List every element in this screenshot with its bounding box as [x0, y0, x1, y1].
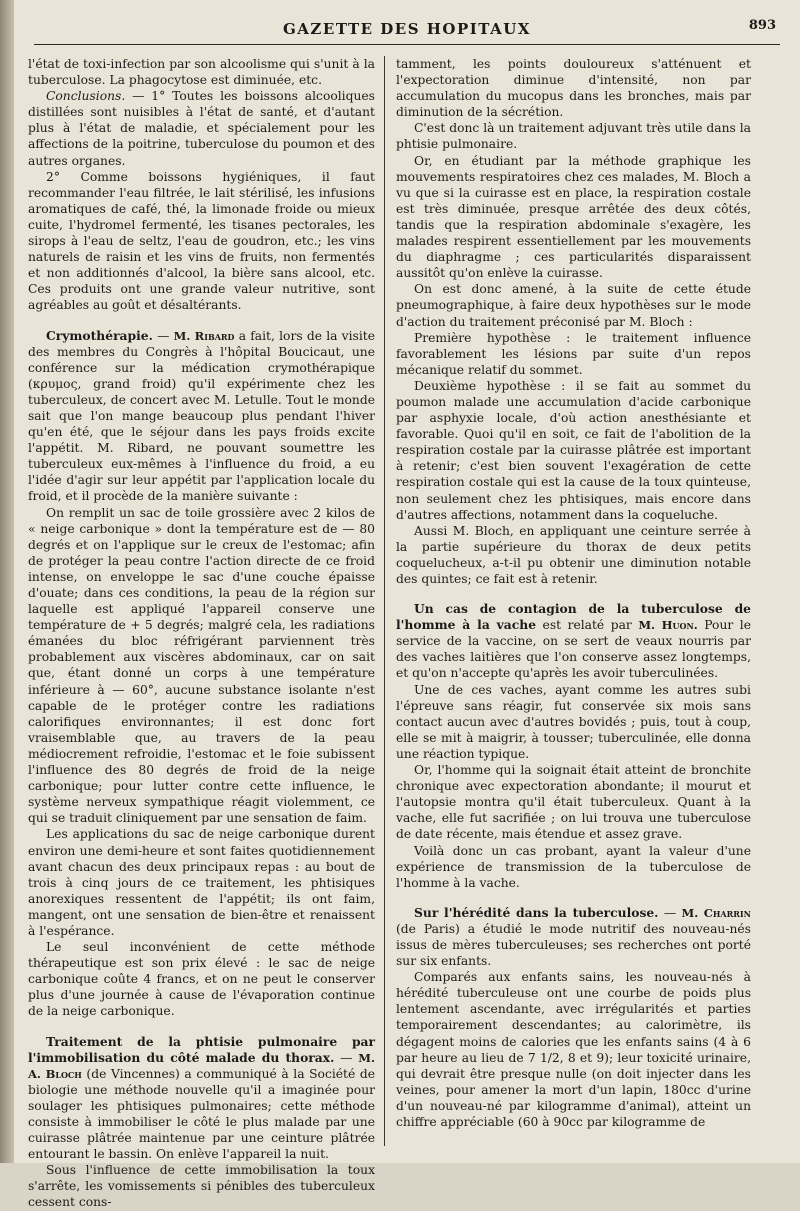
section-contagion: Un cas de contagion de la tuberculose de l'homme à la vache est relaté par M. Huon. Pour le service de la vaccine, on se sert de veaux nourris par des vaches laitières que l'on conserve assez longtemps, et qu'on n'accepte qu'après les avoir tuberculinées. [396, 601, 751, 681]
paragraph: C'est donc là un traitement adjuvant très utile dans la phtisie pulmonaire. [396, 121, 751, 152]
section-heredite: Sur l'hérédité dans la tuberculose. — M. Charrin (de Paris) a étudié le mode nutritif des nouveau-nés issus de mères tuberculeuses; ses recherches ont porté sur six enfants. [396, 904, 751, 969]
section-heading: Un cas de contagion de la tuberculose de l'homme à la vache [396, 601, 751, 633]
section-heading: Traitement de la phtisie pulmonaire par l'immobilisation du côté malade du thorax. [28, 1033, 375, 1065]
paragraph: Or, l'homme qui la soignait était atteint de bronchite chronique avec expectoration abondante; il mourut et l'autopsie montra qu'il était tuberculeux. Quant à la vache, elle fut sacrifiée ; on lui trouva une tuberculose de date récente, mais étendue et assez grave. [396, 763, 751, 842]
paragraph: On remplit un sac de toile grossière avec 2 kilos de « neige carbonique » dont la température est de — 80 degrés et on l'applique sur le creux de l'estomac; afin de protéger la peau contre l'action directe de ce froid intense, on enveloppe le sac d'une couche épaisse d'ouate; dans ces conditions, la peau de la région sur laquelle est appliqué l'appareil conserve une température de + 5 degrés; malgré cela, les radiations émanées du bloc réfrigérant parviennent très probablement aux viscères abdominaux, car on sait que, étant donné un corps à une température inférieure à — 60°, aucune substance isolante n'est capable de le protéger contre les radiations calorifiques environnantes; il est donc fort vraisemblable que, au travers de la peau médiocrement refroidie, l'estomac et le foie subissent l'influence des 80 degrés de froid de la neige carbonique; pour lutter contre cette influence, le système nerveux sympathique réagit violemment, ce qui se traduit cliniquement par une sensation de faim. [28, 505, 375, 826]
paragraph: l'état de toxi-infection par son alcoolisme qui s'unit à la tuberculose. La phagocytose est diminuée, etc. [28, 57, 375, 88]
page-header [34, 18, 780, 45]
page-gutter [0, 0, 14, 1163]
paragraph: Le seul inconvénient de cette méthode thérapeutique est son prix élevé : le sac de neige carbonique coûte 4 francs, et on ne peut le conserver plus d'une journée à cause de l'évaporation continue de la neige carbonique. [28, 940, 375, 1019]
author-name: M. Huon. [638, 618, 698, 633]
paragraph: On est donc amené, à la suite de cette étude pneumographique, à faire deux hypothèses sur le mode d'action du traitement préconisé par M. Bloch : [396, 282, 751, 329]
paragraph: Les applications du sac de neige carbonique durent environ une demi-heure et sont faites quotidiennement avant chacun des deux principaux repas : au bout de trois à cinq jours de ce traitement, les phtisiques anorexiques ressentent de l'appétit; ils ont faim, mangent, ont une sensation de bien-être et renaissent à l'espérance. [28, 827, 375, 938]
paragraph: Deuxième hypothèse : il se fait au sommet du poumon malade une accumulation d'acide carbonique par asphyxie locale, d'où action anesthésiante et favorable. Quoi qu'il en soit, ce fait de l'abolition de la respiration costale par la cuirasse plâtrée est important à retenir; c'est bien souvent l'exagération de cette respiration costale qui est la cause de la toux quinteuse, non seulement chez les phtisiques, mais encore dans d'autres affections, notamment dans la coqueluche. [396, 378, 751, 522]
section-heading: Sur l'hérédité dans la tuberculose. [414, 904, 659, 920]
paragraph: Sous l'influence de cette immobilisation la toux s'arrête, les vomissements si pénibles des tuberculeux cessent cons- [28, 1163, 375, 1210]
conclusions-label: Conclusions. [46, 89, 126, 104]
paragraph: Comparés aux enfants sains, les nouveau-nés à hérédité tuberculeuse ont une courbe de poids plus lentement ascendante, avec irrégularités et parties temporairement descendantes; au calorimètre, ils dégagent moins de calories que les enfants sains (4 à 6 par heure au lieu de 7 1/2, 8 et 9); leur toxicité urinaire, qui devrait être presque nulle (on doit injecter dans les veines, pour amener la mort d'un lapin, 180cc d'urine d'un nouveau-né par kilogramme d'animal), atteint un chiffre appréciable (60 à 90cc par kilogramme de [396, 970, 751, 1129]
paragraph: 2° Comme boissons hygiéniques, il faut recommander l'eau filtrée, le lait stérilisé, les infusions aromatiques de café, thé, la limonade froide ou mieux cuite, l'hydromel fermenté, les tisanes pectorales, les sirops à l'eau de seltz, l'eau de goudron, etc.; les vins naturels de raisin et les vins de fruits, non fermentés et non additionnés d'alcool, la bière sans alcool, etc. Ces produits ont une grande valeur nutritive, sont agréables au goût et désaltérants. [28, 169, 375, 313]
right-column [396, 56, 751, 1156]
author-name: M. Ribard [173, 328, 235, 343]
paragraph: Aussi M. Bloch, en appliquant une ceinture serrée à la partie supérieure du thorax de deux petits coquelucheux, a-t-il pu obtenir une diminution notable des quintes; ce fait est à retenir. [396, 523, 751, 586]
section-crymotherapie: Crymothérapie. — M. Ribard a fait, lors de la visite des membres du Congrès à l'hôpital Boucicaut, une conférence sur la médication crymothérapique (κρυμος, grand froid) qu'il expérimente chez les tuberculeux, de concert avec M. Letulle. Tout le monde sait que l'on mange beaucoup plus pendant l'hiver qu'en été, que le séjour dans les pays froids excite l'appétit. M. Ribard, ne pouvant soumettre les tuberculeux eux-mêmes à l'influence du froid, a eu l'idée d'agir sur leur appétit par l'application locale du froid, et il procède de la manière suivante : [28, 327, 376, 504]
paragraph: Or, en étudiant par la méthode graphique les mouvements respiratoires chez ces malades, M. Bloch a vu que si la cuirasse est en place, la respiration costale est très diminuée, presque arrêtée des deux côtés, tandis que la respiration abdominale s'exagère, les malades respirent essentiellement par les mouvements du diaphragme ; ces particularités disparaissent aussitôt qu'on enlève la cuirasse. [396, 153, 751, 281]
paragraph: Une de ces vaches, ayant comme les autres subi l'épreuve sans réagir, fut conservée six mois sans contact aucun avec d'autres bovidés ; puis, tout à coup, elle se mit à maigrir, à tousser; tuberculinée, elle donna une réaction typique. [396, 682, 751, 761]
author-name: M. A. Bloch [28, 1050, 375, 1081]
paragraph: tamment, les points douloureux s'atténuent et l'expectoration diminue d'intensité, non par accumulation du mucopus dans les bronches, mais par diminution de la sécrétion. [396, 57, 751, 120]
author-name: M. Charrin [681, 905, 751, 920]
paragraph: Conclusions. — 1° Toutes les boissons alcooliques distillées sont nuisibles à l'état de santé, et d'autant plus à l'état de maladie, et spécialement pour les affections de la poitrine, tuberculose du poumon et des autres organes. [28, 89, 375, 168]
section-heading: Crymothérapie. [46, 327, 153, 343]
section-traitement-phtisie: Traitement de la phtisie pulmonaire par l'immobilisation du côté malade du thorax. — M. A. Bloch (de Vincennes) a communiqué à la Société de biologie une méthode nouvelle qu'il a imaginée pour soulager les phtisiques pulmonaires; cette méthode consiste à immobiliser le côté le plus malade par une cuirasse plâtrée maintenue par une ceinture plâtrée entourant le bassin. On enlève l'appareil la nuit. [28, 1033, 375, 1162]
left-column [28, 56, 376, 1210]
journal-title: GAZETTE DES HOPITAUX [282, 20, 531, 38]
paragraph: Première hypothèse : le traitement influence favorablement les lésions par suite d'un repos mécanique relatif du sommet. [396, 330, 751, 377]
column-divider [384, 56, 385, 1146]
paragraph: Voilà donc un cas probant, ayant la valeur d'une expérience de transmission de la tuberculose de l'homme à la vache. [396, 843, 751, 890]
page-number: 893 [748, 18, 776, 33]
